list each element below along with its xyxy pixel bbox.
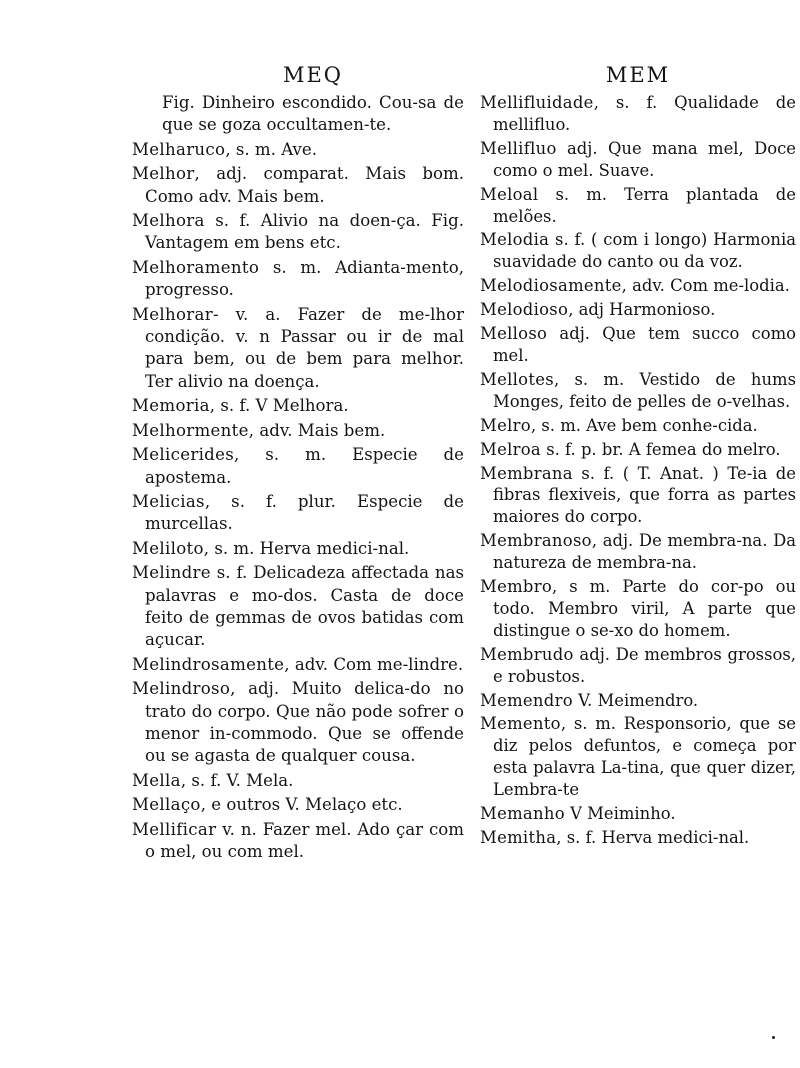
entry-definition: , s m. Parte do cor-po ou todo. Membro viril, A parte que distingue o se-xo do homem. [493,577,796,640]
entry-definition: , s. f. V Melhora. [209,396,349,416]
entry-headword: Melhora [132,211,205,231]
dictionary-entry [480,827,796,849]
dictionary-entry [132,444,464,489]
entry-definition: v. n. Fazer mel. Ado çar com o mel, ou com mel. [145,819,464,861]
entry-definition: s. m. Adianta-mento, progresso. [145,257,464,300]
entry-definition: , s. f. plur. Especie de murcellas. [145,491,464,534]
entry-definition: , e outros V. Melaço etc. [200,795,403,815]
entry-headword: Membro [480,577,553,597]
entry-definition: , adv. Mais bem. [248,420,386,440]
dictionary-entry [132,678,464,768]
entry-headword: Memitha [480,828,557,847]
right-running-header: MEM [605,63,671,87]
entry-headword: Meloal [480,184,539,204]
entry-definition: , s. m. Especie de apostema. [145,445,464,487]
entry-headword: Melro [480,415,531,435]
dictionary-entry [480,299,796,321]
dictionary-entry [480,229,796,273]
entry-headword: Mellotes [480,369,554,389]
dictionary-entry [132,304,464,394]
entry-headword: Melindroso [132,679,231,699]
dictionary-entry [132,562,464,652]
entry-headword: Memoria [132,396,210,416]
entry-headword: Mellifluo [480,138,557,158]
entry-headword: Mellificar [132,819,217,839]
entry-headword: Melhormente [132,420,249,440]
left-running-header: MEQ [282,63,344,87]
entry-headword: Melloso [480,324,548,344]
left-column [132,62,464,865]
dictionary-entry [132,819,464,864]
dictionary-entry [132,654,464,676]
ink-speck [772,1036,775,1039]
entry-headword: Membrana [480,463,573,483]
entry-definition: , s. f. Herva medici-nal. [556,828,750,847]
entry-definition: s. f. ( T. Anat. ) Te-ia de fibras flexiveis, que forra as partes maiores do corpo. [493,463,796,527]
dictionary-entry [480,92,796,136]
entry-definition: , s. m. Herva medici-nal. [203,538,410,558]
entry-definition: , adj. Muito delica-do no trato do corpo. Que não pode sofrer o menor in-commodo. Que se offende ou se agasta de qualquer cousa. [145,679,464,766]
dictionary-entry [480,803,796,825]
entry-headword: Melhor [132,164,195,184]
entry-definition: V Meiminho. [564,804,676,824]
dictionary-entry [480,644,796,688]
dictionary-entry [132,163,464,208]
dictionary-entry [480,713,796,801]
entry-headword: Mellifluidade [480,93,594,112]
entry-definition: V. Meimendro. [572,690,699,710]
entry-definition: s. f. ( com i longo) Harmonia suavidade do canto ou da voz. [493,230,796,272]
dictionary-entry [480,275,796,297]
dictionary-entry [132,491,464,536]
dictionary-entry [132,420,464,442]
entry-definition: s. f. Delicadeza affectada nas palavras e mo-dos. Casta de doce feito de gemmas de ovos batidas com açucar. [145,563,464,650]
entry-definition: , s. m. Ave. [225,139,317,159]
entry-definition: , s. f. V. Mela. [180,770,294,790]
entry-definition: - v. a. Fazer de me-lhor condição. v. n Passar ou ir de mal para bem, ou de bem para melhor. Ter alivio na doença. [145,304,464,391]
dictionary-entry [132,770,464,792]
entry-definition: , adj. comparat. Mais bom. Como adv. Mais bem. [145,164,464,206]
entry-headword: Membranoso [480,531,592,551]
dictionary-entry [480,323,796,367]
entry-headword: Melindrosamente [132,654,285,674]
entry-definition: , s. m. Ave bem conhe-cida. [530,415,758,435]
entry-headword: Melodiosamente [480,276,622,296]
entry-definition: s. f. p. br. A femea do melro. [541,439,781,459]
entry-headword: Melhoramento [132,257,260,277]
entry-headword: Melicerides [132,445,235,465]
dictionary-entry [480,369,796,413]
entry-definition: , adj Harmonioso. [568,300,716,320]
entry-headword: Melicias [132,491,205,511]
dictionary-entry [132,538,464,560]
entry-headword: Memanho [480,804,565,824]
entry-headword: Melodioso [480,300,569,320]
entry-headword: Melindre [132,563,211,583]
dictionary-entry [480,530,796,574]
dictionary-entry [132,794,464,816]
entry-definition: , s. f. Qualidade de mellifluo. [493,93,796,134]
dictionary-entry [480,415,796,437]
entry-headword: Melodia [480,230,550,250]
entry-headword: Melharuco [132,139,226,159]
dictionary-entry [480,184,796,228]
entry-definition: , s. m. Responsorio, que se diz pelos defuntos, e começa por esta palavra La-tina, que quer dizer, Lembra-te [493,714,796,800]
entry-definition: , adv. Com me-lodia. [621,276,790,296]
right-column [480,62,796,851]
dictionary-entry [132,92,464,137]
entry-headword: Memento [480,714,561,734]
entry-headword: Mellaço [132,795,201,815]
dictionary-entry [480,138,796,182]
entry-definition: adj. De membros grossos, e robustos. [493,644,796,686]
entry-definition: s. m. Terra plantada de melões. [493,184,796,226]
entry-headword: Membrudo [480,644,574,664]
entry-definition: , adv. Com me-lindre. [284,654,464,674]
entry-definition: adj. Que mana mel, Doce como o mel. Suave. [493,138,796,180]
entry-definition: , adj. De membra-na. Da natureza de membra-na. [493,531,796,573]
dictionary-entry [132,210,464,255]
entry-headword: Melhorar [132,304,213,324]
dictionary-entry [132,395,464,417]
dictionary-entry [132,139,464,161]
entry-headword: Melroa [480,439,541,459]
dictionary-entry [480,463,796,529]
dictionary-entry [480,690,796,712]
entry-headword: Meliloto [132,538,204,558]
entry-headword: Memendro [480,690,573,710]
entry-definition: Fig. Dinheiro escondido. Cou-sa de que se goza occultamen-te. [162,93,464,135]
entry-definition: adj. Que tem succo como mel. [493,324,796,365]
entry-definition: s. f. Alivio na doen-ça. Fig. Vantagem em bens etc. [145,211,464,253]
dictionary-entry [132,257,464,302]
dictionary-entry [480,439,796,461]
entry-definition: , s. m. Vestido de hums Monges, feito de pelles de o-velhas. [493,369,796,411]
entry-headword: Mella [132,770,181,790]
dictionary-entry [480,576,796,642]
